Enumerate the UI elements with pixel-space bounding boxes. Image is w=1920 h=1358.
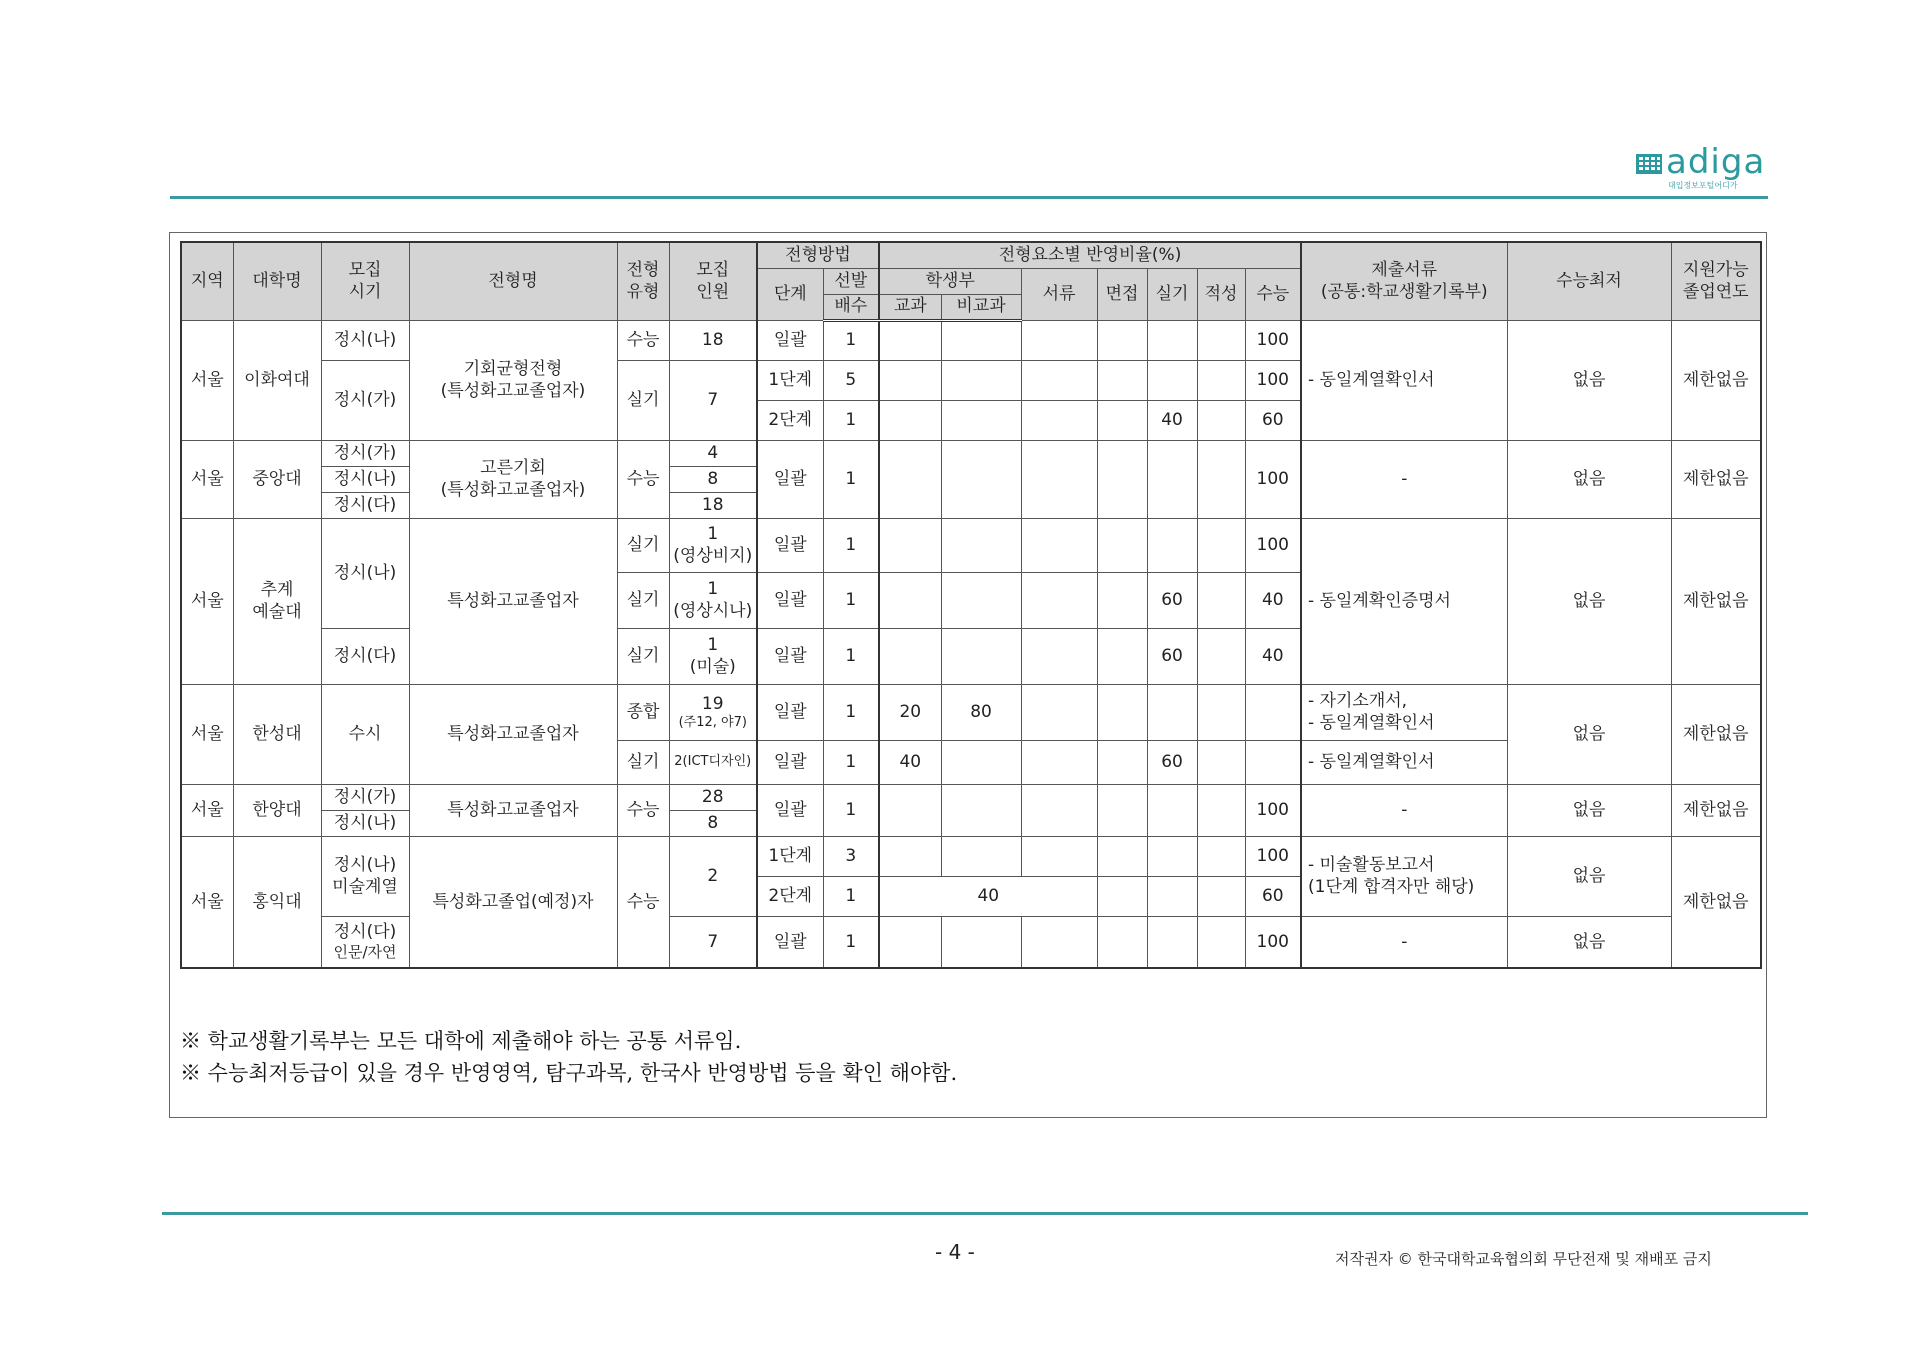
- cell-univ: 추계 예술대: [233, 518, 321, 684]
- header-submit: 제출서류 (공통:학교생활기록부): [1301, 242, 1507, 320]
- cell-docs: -: [1301, 916, 1507, 968]
- cell-period: 수시: [321, 684, 409, 784]
- cell-quota: 18: [669, 320, 757, 360]
- cell-minimum: 없음: [1507, 440, 1671, 518]
- cell-mult: 1: [823, 572, 879, 628]
- cell-mult: 1: [823, 320, 879, 360]
- cell-subj: 20: [879, 684, 941, 740]
- cell-period: 정시(나): [321, 518, 409, 628]
- cell-period: [321, 916, 409, 968]
- cell-quota: 28: [669, 784, 757, 810]
- period-note: 인문/자연: [333, 943, 397, 962]
- header-quota: 모집 인원: [669, 242, 757, 320]
- cell-minimum: 없음: [1507, 518, 1671, 684]
- cell-suneung: 60: [1245, 876, 1301, 916]
- cell-nonsubj: 80: [941, 684, 1021, 740]
- header-interview: 면접: [1097, 268, 1147, 320]
- cell-minimum: 없음: [1507, 684, 1671, 784]
- cell-mult: 1: [823, 400, 879, 440]
- cell-mult: 1: [823, 518, 879, 572]
- table-row: [181, 684, 1761, 740]
- header-record: 학생부: [879, 268, 1021, 294]
- cell-suneung: 100: [1245, 440, 1301, 518]
- cell-stage: 일괄: [757, 740, 823, 784]
- cell-type: 실기: [617, 740, 669, 784]
- cell-suneung: 60: [1245, 400, 1301, 440]
- header-subj: 교과: [879, 294, 941, 320]
- header-minimum: 수능최저: [1507, 242, 1671, 320]
- cell-grad: 제한없음: [1671, 518, 1761, 684]
- header-method: 전형방법: [757, 242, 879, 268]
- cell-quota: 8: [669, 466, 757, 492]
- cell-region: 서울: [181, 518, 233, 684]
- cell-stage: 1단계: [757, 836, 823, 876]
- cell-mult: 1: [823, 876, 879, 916]
- header-period: 모집 시기: [321, 242, 409, 320]
- cell-docs: -: [1301, 784, 1507, 836]
- cell-minimum: 없음: [1507, 916, 1671, 968]
- cell-minimum: 없음: [1507, 784, 1671, 836]
- cell-docs: - 미술활동보고서 (1단계 합격자만 해당): [1301, 836, 1507, 916]
- header-suneung: 수능: [1245, 268, 1301, 320]
- cell-name: 특성화고교졸업자: [409, 518, 617, 684]
- header-docs: 서류: [1021, 268, 1097, 320]
- cell-quota: 2: [669, 836, 757, 916]
- cell-stage: 일괄: [757, 518, 823, 572]
- cell-grad: 제한없음: [1671, 684, 1761, 784]
- cell-quota: 1 (영상시나): [669, 572, 757, 628]
- cell-type: 수능: [617, 836, 669, 968]
- cell-suneung: 100: [1245, 518, 1301, 572]
- cell-univ: 홍익대: [233, 836, 321, 968]
- table-row: [181, 440, 1761, 466]
- copyright: 저작권자 © 한국대학교육협의회 무단전재 및 재배포 금지: [1335, 1250, 1712, 1268]
- cell-univ: 이화여대: [233, 320, 321, 440]
- cell-practical: 60: [1147, 628, 1197, 684]
- cell-grad: 제한없음: [1671, 440, 1761, 518]
- cell-suneung: 100: [1245, 784, 1301, 836]
- cell-mult: 1: [823, 628, 879, 684]
- cell-region: 서울: [181, 836, 233, 968]
- header-name: 전형명: [409, 242, 617, 320]
- cell-subj: 40: [879, 740, 941, 784]
- footer-rule: [162, 1212, 1808, 1215]
- period-value: 정시(다): [333, 921, 397, 942]
- cell-minimum: 없음: [1507, 836, 1671, 916]
- cell-quota: 1 (미술): [669, 628, 757, 684]
- header-practical: 실기: [1147, 268, 1197, 320]
- cell-stage: 2단계: [757, 876, 823, 916]
- quota-value: 19: [701, 693, 724, 714]
- cell-period: 정시(다): [321, 492, 409, 518]
- cell-region: 서울: [181, 440, 233, 518]
- cell-period: 정시(가): [321, 440, 409, 466]
- logo-word: adiga: [1666, 142, 1766, 182]
- quota-note: (주12, 야7): [678, 714, 747, 730]
- cell-type: 실기: [617, 572, 669, 628]
- cell-docs: -: [1301, 440, 1507, 518]
- page-number: - 4 -: [935, 1240, 975, 1264]
- cell-quota: 1 (영상비지): [669, 518, 757, 572]
- header-region: 지역: [181, 242, 233, 320]
- cell-suneung: 100: [1245, 320, 1301, 360]
- admission-table: [180, 241, 1762, 969]
- building-icon: [1636, 150, 1662, 174]
- cell-grad: 제한없음: [1671, 784, 1761, 836]
- cell-stage: 일괄: [757, 628, 823, 684]
- cell-suneung: 100: [1245, 836, 1301, 876]
- cell-practical: 60: [1147, 740, 1197, 784]
- cell-stage: 일괄: [757, 684, 823, 740]
- cell-quota: 8: [669, 810, 757, 836]
- cell-name: 고른기회 (특성화고교졸업자): [409, 440, 617, 518]
- notes: [180, 1025, 957, 1089]
- cell-type: 실기: [617, 360, 669, 440]
- table-row: [181, 320, 1761, 360]
- cell-region: 서울: [181, 320, 233, 440]
- cell-quota: [669, 684, 757, 740]
- cell-type: 종합: [617, 684, 669, 740]
- header-select: 선발: [823, 268, 879, 294]
- cell-quota: 2(ICT디자인): [669, 740, 757, 784]
- cell-docs: - 자기소개서, - 동일계열확인서: [1301, 684, 1507, 740]
- cell-region: 서울: [181, 684, 233, 784]
- cell-minimum: 없음: [1507, 320, 1671, 440]
- cell-type: 수능: [617, 784, 669, 836]
- cell-period: 정시(다): [321, 628, 409, 684]
- cell-type: 수능: [617, 440, 669, 518]
- header-grad: 지원가능 졸업연도: [1671, 242, 1761, 320]
- cell-mult: 3: [823, 836, 879, 876]
- cell-mult: 5: [823, 360, 879, 400]
- cell-quota: 18: [669, 492, 757, 518]
- cell-mult: 1: [823, 684, 879, 740]
- cell-type: 수능: [617, 320, 669, 360]
- cell-docs: - 동일계열확인서: [1301, 740, 1507, 784]
- cell-period: 정시(나): [321, 466, 409, 492]
- cell-quota: 7: [669, 916, 757, 968]
- cell-stage: 1단계: [757, 360, 823, 400]
- cell-period: 정시(나): [321, 810, 409, 836]
- cell-grad: 제한없음: [1671, 320, 1761, 440]
- cell-period: 정시(나): [321, 320, 409, 360]
- table-row: [181, 518, 1761, 572]
- cell-grad: 제한없음: [1671, 836, 1761, 968]
- cell-practical: 40: [1147, 400, 1197, 440]
- cell-mult: 1: [823, 784, 879, 836]
- cell-mult: 1: [823, 440, 879, 518]
- cell-type: 실기: [617, 518, 669, 572]
- cell-mult: 1: [823, 740, 879, 784]
- cell-suneung: 100: [1245, 916, 1301, 968]
- cell-suneung: 100: [1245, 360, 1301, 400]
- cell-univ: 한성대: [233, 684, 321, 784]
- header-univ: 대학명: [233, 242, 321, 320]
- header-ratio: 전형요소별 반영비율(%): [879, 242, 1301, 268]
- cell-stage: 2단계: [757, 400, 823, 440]
- cell-quota: 4: [669, 440, 757, 466]
- header-rule: [170, 196, 1768, 199]
- cell-quota: 7: [669, 360, 757, 440]
- cell-stage: 일괄: [757, 320, 823, 360]
- note-line: ※ 수능최저등급이 있을 경우 반영영역, 탐구과목, 한국사 반영방법 등을 확인 해야함.: [180, 1061, 958, 1085]
- cell-period: 정시(가): [321, 360, 409, 440]
- cell-region: 서울: [181, 784, 233, 836]
- cell-practical: 60: [1147, 572, 1197, 628]
- cell-suneung: 40: [1245, 572, 1301, 628]
- cell-stage: 일괄: [757, 916, 823, 968]
- cell-name: 특성화고교졸업자: [409, 684, 617, 784]
- cell-type: 실기: [617, 628, 669, 684]
- table-row: [181, 784, 1761, 810]
- header-aptitude: 적성: [1197, 268, 1245, 320]
- header-type: 전형 유형: [617, 242, 669, 320]
- table-row: [181, 836, 1761, 876]
- cell-stage: 일괄: [757, 440, 823, 518]
- logo-subtitle: 대입정보포털어디가: [1668, 181, 1738, 190]
- cell-univ: 한양대: [233, 784, 321, 836]
- adiga-logo: [1630, 140, 1770, 190]
- cell-name: 특성화고교졸업자: [409, 784, 617, 836]
- cell-univ: 중앙대: [233, 440, 321, 518]
- cell-stage: 일괄: [757, 784, 823, 836]
- cell-mult: 1: [823, 916, 879, 968]
- header-nonsubj: 비교과: [941, 294, 1021, 320]
- cell-name: 기회균형전형 (특성화고교졸업자): [409, 320, 617, 440]
- cell-name: 특성화고졸업(예정)자: [409, 836, 617, 968]
- cell-subj: 40: [879, 876, 1097, 916]
- cell-docs: - 동일계확인증명서: [1301, 518, 1507, 684]
- cell-suneung: 40: [1245, 628, 1301, 684]
- cell-docs: - 동일계열확인서: [1301, 320, 1507, 440]
- note-line: ※ 학교생활기록부는 모든 대학에 제출해야 하는 공통 서류임.: [180, 1029, 742, 1053]
- header-ratio-mult: 배수: [823, 294, 879, 320]
- cell-period: 정시(나) 미술계열: [321, 836, 409, 916]
- header-stage: 단계: [757, 268, 823, 320]
- cell-stage: 일괄: [757, 572, 823, 628]
- cell-period: 정시(가): [321, 784, 409, 810]
